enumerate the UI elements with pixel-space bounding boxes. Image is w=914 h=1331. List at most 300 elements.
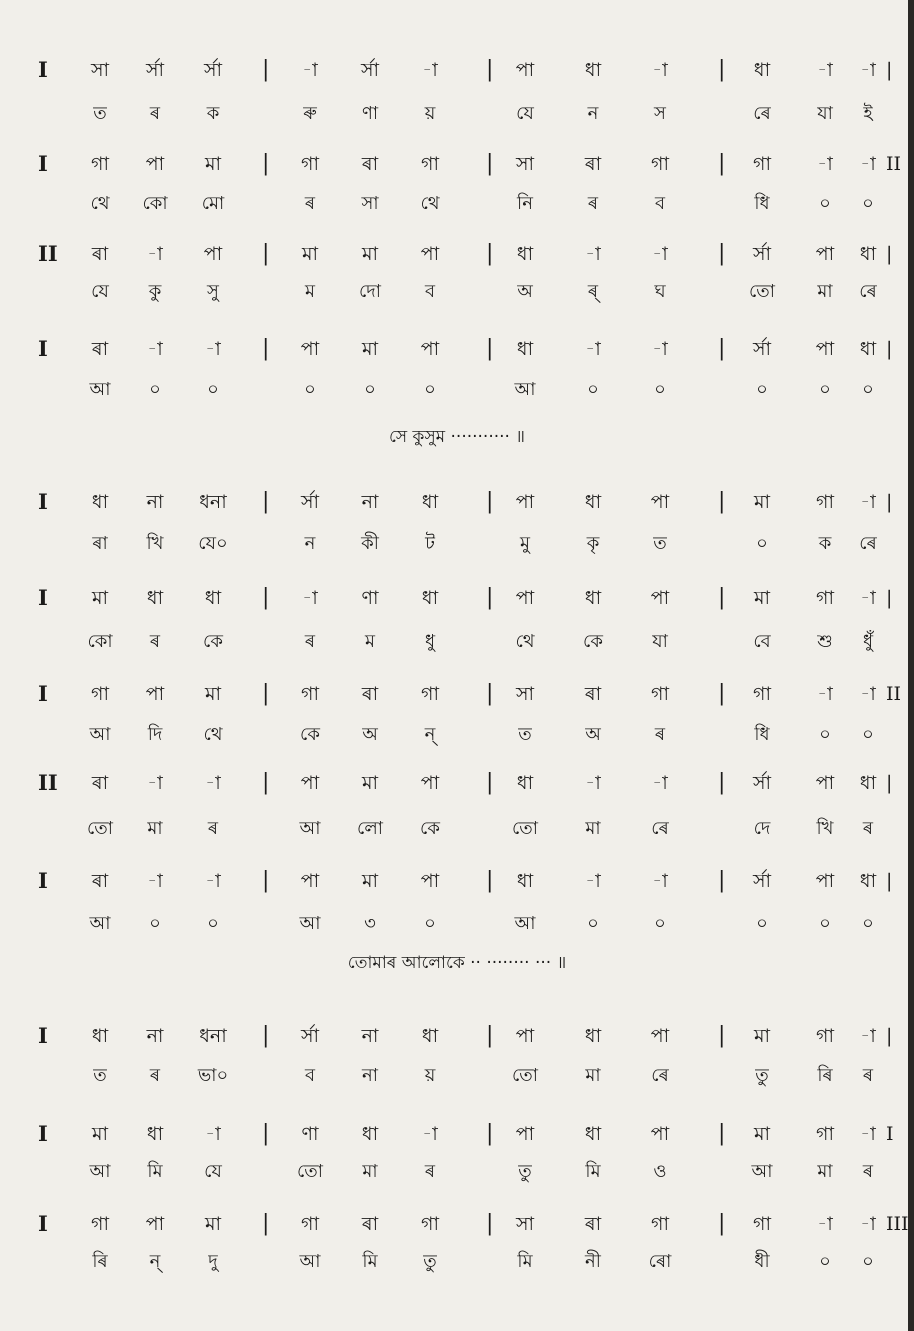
note-cell: পা (145, 1213, 165, 1235)
lyric-cell: ব (304, 1065, 316, 1086)
lyric-row (0, 530, 914, 558)
lyric-row (0, 910, 914, 938)
refrain-line: তোমাৰ আলোকে ·· ········ ··· ॥ (347, 953, 567, 973)
note-cell: গা (816, 1025, 834, 1047)
lyric-cell: ৰা (92, 533, 108, 554)
note-cell: -া (147, 772, 163, 794)
lyric-cell: আ (299, 1251, 321, 1272)
lyric-cell: মি (517, 1251, 533, 1272)
note-cell: পা (203, 243, 223, 265)
lyric-cell: ৰে (753, 103, 771, 124)
lyric-cell: য় (424, 1065, 436, 1086)
lyric-cell: ৰি (817, 1065, 833, 1086)
note-cell: পা (650, 1123, 670, 1145)
lyric-cell: মা (362, 1161, 378, 1182)
note-cell: -া (860, 491, 876, 513)
note-cell: মা (204, 1213, 222, 1235)
lyric-cell: ০ (819, 913, 831, 934)
lyric-cell: ৰে (651, 818, 669, 839)
bar-line: | (262, 770, 270, 795)
lyric-cell: কে (300, 724, 320, 745)
end-barline: | (886, 772, 893, 794)
lyric-cell: ব (654, 193, 666, 214)
bar-line: | (262, 681, 270, 706)
note-cell: -া (652, 243, 668, 265)
lyric-cell: ৰ (304, 631, 316, 652)
bar-line: | (486, 1211, 494, 1236)
note-cell: র্সা (752, 338, 772, 360)
note-cell: পা (420, 870, 440, 892)
note-cell: ৰা (361, 153, 379, 175)
lyric-cell: ০ (207, 913, 219, 934)
section-mark: I (38, 585, 48, 610)
lyric-cell: ত (518, 724, 532, 745)
lyric-cell: বে (753, 631, 771, 652)
lyric-cell: অ (585, 724, 601, 745)
lyric-cell: যা (817, 103, 833, 124)
note-cell: ধা (859, 870, 877, 892)
lyric-cell: ০ (819, 379, 831, 400)
lyric-cell: ধু (424, 631, 436, 652)
lyric-row (0, 1158, 914, 1186)
lyric-cell: যে০ (198, 533, 228, 554)
note-cell: -া (652, 870, 668, 892)
lyric-cell: কে (583, 631, 603, 652)
lyric-row (0, 815, 914, 843)
lyric-cell: ০ (654, 379, 666, 400)
end-barline: | (886, 587, 893, 609)
note-cell: র্সা (360, 59, 380, 81)
lyric-cell: ০ (587, 913, 599, 934)
lyric-cell: লো (357, 818, 383, 839)
lyric-cell: ণা (361, 103, 379, 124)
note-cell: পা (815, 772, 835, 794)
note-cell: র্সা (300, 491, 320, 513)
lyric-cell: ঘ (654, 281, 666, 302)
bar-line: | (718, 585, 726, 610)
lyric-cell: মি (362, 1251, 378, 1272)
section-mark: I (38, 868, 48, 893)
note-cell: ধা (584, 491, 602, 513)
note-cell: ৰা (91, 870, 109, 892)
lyric-cell: যে (91, 281, 109, 302)
note-cell: -া (302, 587, 318, 609)
section-mark: I (38, 489, 48, 514)
lyric-cell: কে (420, 818, 440, 839)
lyric-cell: কু (148, 281, 162, 302)
note-cell: না (361, 1025, 379, 1047)
lyric-cell: ৰ্ (587, 281, 599, 302)
lyric-cell: ত (93, 103, 107, 124)
note-cell: মা (91, 587, 109, 609)
lyric-cell: ৰ (862, 1161, 874, 1182)
note-cell: ৰা (361, 683, 379, 705)
lyric-cell: দু (208, 1251, 218, 1272)
lyric-row (0, 721, 914, 749)
lyric-cell: ধি (754, 193, 770, 214)
note-cell: ৰা (584, 1213, 602, 1235)
note-cell: ৰা (91, 338, 109, 360)
note-cell: -া (860, 1025, 876, 1047)
bar-line: | (718, 681, 726, 706)
note-cell: -া (817, 153, 833, 175)
lyric-cell: মো (201, 193, 225, 214)
note-cell: -া (422, 1123, 438, 1145)
note-cell: -া (817, 59, 833, 81)
notation-row (0, 488, 914, 516)
lyric-row (0, 1062, 914, 1090)
note-cell: গা (753, 1213, 771, 1235)
lyric-cell: ন্ (149, 1251, 161, 1272)
note-cell: ধনা (199, 491, 227, 513)
end-barline: | (886, 870, 893, 892)
note-cell: ধা (516, 243, 534, 265)
lyric-cell: কে (203, 631, 223, 652)
lyric-cell: দি (147, 724, 163, 745)
bar-line: | (486, 770, 494, 795)
note-cell: পা (300, 870, 320, 892)
note-cell: মা (753, 587, 771, 609)
note-cell: -া (860, 1123, 876, 1145)
note-cell: -া (302, 59, 318, 81)
bar-line: | (262, 1211, 270, 1236)
note-cell: -া (652, 59, 668, 81)
end-barline: | (886, 338, 893, 360)
lyric-cell: শু (817, 631, 833, 652)
lyric-cell: কৃ (586, 533, 600, 554)
section-mark: II (38, 770, 58, 795)
lyric-cell: ০ (862, 913, 874, 934)
note-cell: মা (753, 491, 771, 513)
lyric-cell: ৰ (862, 818, 874, 839)
note-cell: মা (204, 683, 222, 705)
bar-line: | (262, 585, 270, 610)
bar-line: | (486, 1023, 494, 1048)
lyric-cell: খি (816, 818, 834, 839)
lyric-cell: দো (359, 281, 381, 302)
lyric-cell: থে (420, 193, 440, 214)
note-cell: -া (585, 870, 601, 892)
bar-line: | (262, 57, 270, 82)
lyric-cell: ৰ (424, 1161, 436, 1182)
lyric-cell: ক (818, 533, 832, 554)
lyric-cell: ৰ (304, 193, 316, 214)
lyric-cell: তু (518, 1161, 532, 1182)
lyric-cell: স (654, 103, 666, 124)
lyric-row (0, 100, 914, 128)
note-cell: -া (585, 338, 601, 360)
note-cell: মা (361, 243, 379, 265)
end-barline: I (886, 1123, 894, 1145)
lyric-cell: কো (142, 193, 168, 214)
note-cell: ৰা (91, 772, 109, 794)
note-cell: গা (421, 153, 439, 175)
end-barline: | (886, 1025, 893, 1047)
lyric-cell: মা (585, 818, 601, 839)
lyric-row (0, 1248, 914, 1276)
lyric-cell: নী (585, 1251, 601, 1272)
bar-line: | (718, 868, 726, 893)
note-cell: পা (515, 1025, 535, 1047)
bar-line: | (718, 57, 726, 82)
note-cell: -া (147, 243, 163, 265)
lyric-cell: আ (89, 1161, 111, 1182)
lyric-row (0, 628, 914, 656)
notation-row (0, 769, 914, 797)
note-cell: মা (361, 772, 379, 794)
lyric-cell: যে (204, 1161, 222, 1182)
end-barline: II (886, 683, 902, 705)
note-cell: মা (753, 1123, 771, 1145)
note-cell: র্সা (145, 59, 165, 81)
note-cell: পা (650, 491, 670, 513)
note-cell: গা (91, 1213, 109, 1235)
note-cell: -া (860, 153, 876, 175)
lyric-cell: ৰু (303, 103, 317, 124)
note-cell: -া (860, 587, 876, 609)
lyric-row (0, 278, 914, 306)
lyric-cell: ০ (424, 379, 436, 400)
lyric-cell: ০ (149, 913, 161, 934)
note-cell: -া (205, 338, 221, 360)
section-mark: I (38, 1023, 48, 1048)
lyric-row (0, 190, 914, 218)
bar-line: | (262, 241, 270, 266)
lyric-cell: ৰ (149, 631, 161, 652)
lyric-cell: নি (517, 193, 533, 214)
lyric-cell: ৰ (862, 1065, 874, 1086)
lyric-cell: কী (361, 533, 379, 554)
note-cell: গা (816, 491, 834, 513)
lyric-cell: ০ (862, 193, 874, 214)
note-cell: র্সা (300, 1025, 320, 1047)
lyric-cell: ০ (756, 379, 768, 400)
note-cell: ধা (361, 1123, 379, 1145)
lyric-cell: সা (361, 193, 379, 214)
bar-line: | (718, 770, 726, 795)
note-cell: ধা (584, 59, 602, 81)
note-cell: -া (147, 870, 163, 892)
note-cell: পা (420, 772, 440, 794)
bar-line: | (718, 489, 726, 514)
note-cell: র্সা (203, 59, 223, 81)
note-cell: পা (300, 772, 320, 794)
lyric-cell: আ (751, 1161, 773, 1182)
bar-line: | (718, 1121, 726, 1146)
lyric-row (0, 376, 914, 404)
note-cell: -া (585, 772, 601, 794)
lyric-cell: ক (206, 103, 220, 124)
lyric-cell: যে (516, 103, 534, 124)
note-cell: ধা (584, 587, 602, 609)
note-cell: -া (205, 1123, 221, 1145)
lyric-cell: ০ (654, 913, 666, 934)
lyric-cell: ন (587, 103, 599, 124)
note-cell: সা (515, 1213, 535, 1235)
lyric-cell: ন্ (424, 724, 436, 745)
bar-line: | (486, 241, 494, 266)
bar-line: | (718, 151, 726, 176)
note-cell: গা (91, 153, 109, 175)
notation-row (0, 1022, 914, 1050)
note-cell: ধা (584, 1123, 602, 1145)
note-cell: পা (815, 338, 835, 360)
note-cell: সা (90, 59, 110, 81)
lyric-cell: ০ (862, 1251, 874, 1272)
note-cell: গা (301, 683, 319, 705)
lyric-cell: ০ (862, 379, 874, 400)
lyric-cell: তো (511, 1065, 539, 1086)
note-cell: ধা (516, 772, 534, 794)
lyric-cell: ৰি (92, 1251, 108, 1272)
note-cell: -া (860, 59, 876, 81)
note-cell: পা (650, 587, 670, 609)
lyric-cell: ধি (754, 724, 770, 745)
note-cell: ধা (146, 587, 164, 609)
lyric-cell: ৰ (149, 103, 161, 124)
note-cell: র্সা (752, 870, 772, 892)
bar-line: | (486, 57, 494, 82)
notation-row (0, 56, 914, 84)
note-cell: সা (515, 683, 535, 705)
note-cell: সা (515, 153, 535, 175)
lyric-cell: ০ (149, 379, 161, 400)
note-cell: ৰা (91, 243, 109, 265)
lyric-cell: খি (146, 533, 164, 554)
lyric-cell: ম (305, 281, 315, 302)
lyric-cell: ধী (754, 1251, 770, 1272)
lyric-cell: অ (517, 281, 533, 302)
lyric-cell: আ (514, 913, 536, 934)
note-cell: ৰা (361, 1213, 379, 1235)
bar-line: | (486, 1121, 494, 1146)
bar-line: | (718, 336, 726, 361)
notation-row (0, 150, 914, 178)
note-cell: ধা (516, 338, 534, 360)
notation-row (0, 335, 914, 363)
note-cell: -া (652, 772, 668, 794)
notation-row (0, 1210, 914, 1238)
lyric-cell: ম (365, 631, 375, 652)
note-cell: পা (815, 870, 835, 892)
lyric-cell: ট (425, 533, 435, 554)
note-cell: -া (147, 338, 163, 360)
lyric-cell: আ (299, 818, 321, 839)
bar-line: | (486, 336, 494, 361)
notation-row (0, 1120, 914, 1148)
note-cell: ধা (859, 338, 877, 360)
lyric-cell: ০ (819, 1251, 831, 1272)
note-cell: না (146, 491, 164, 513)
note-cell: গা (753, 683, 771, 705)
section-mark: I (38, 1121, 48, 1146)
note-cell: -া (652, 338, 668, 360)
note-cell: ধা (91, 491, 109, 513)
note-cell: মা (361, 870, 379, 892)
note-cell: গা (651, 153, 669, 175)
lyric-cell: ত (93, 1065, 107, 1086)
lyric-cell: মা (585, 1065, 601, 1086)
note-cell: র্সা (752, 772, 772, 794)
end-barline: II (886, 153, 902, 175)
lyric-cell: তো (296, 1161, 324, 1182)
note-cell: ধা (421, 1025, 439, 1047)
lyric-cell: ৰ (654, 724, 666, 745)
note-cell: ৰা (584, 683, 602, 705)
lyric-cell: তো (748, 281, 776, 302)
lyric-cell: দে (753, 818, 771, 839)
bar-line: | (486, 489, 494, 514)
lyric-cell: মা (817, 281, 833, 302)
note-cell: গা (301, 1213, 319, 1235)
lyric-cell: ৰে (859, 533, 877, 554)
lyric-cell: না (362, 1065, 378, 1086)
lyric-cell: মু (520, 533, 530, 554)
refrain-line: সে কুসুম ··········· ॥ (389, 427, 525, 447)
end-barline: III (886, 1213, 909, 1235)
note-cell: গা (651, 1213, 669, 1235)
note-cell: -া (860, 683, 876, 705)
bar-line: | (718, 1211, 726, 1236)
note-cell: ধা (146, 1123, 164, 1145)
lyric-cell: আ (89, 913, 111, 934)
note-cell: গা (421, 1213, 439, 1235)
lyric-cell: য় (424, 103, 436, 124)
lyric-cell: ব (424, 281, 436, 302)
lyric-cell: আ (299, 913, 321, 934)
lyric-cell: ৩ (364, 913, 376, 934)
note-cell: গা (753, 153, 771, 175)
note-cell: পা (145, 683, 165, 705)
note-cell: ধা (421, 491, 439, 513)
lyric-cell: ত (653, 533, 667, 554)
note-cell: ণা (361, 587, 379, 609)
note-cell: মা (753, 1025, 771, 1047)
lyric-cell: তো (86, 818, 114, 839)
note-cell: পা (145, 153, 165, 175)
lyric-cell: ০ (819, 724, 831, 745)
note-cell: মা (91, 1123, 109, 1145)
lyric-cell: তো (511, 818, 539, 839)
lyric-cell: ধুঁ (862, 631, 874, 652)
note-cell: -া (205, 772, 221, 794)
note-cell: মা (301, 243, 319, 265)
lyric-cell: ও (653, 1161, 667, 1182)
note-cell: গা (421, 683, 439, 705)
note-cell: ধনা (199, 1025, 227, 1047)
lyric-cell: ভা০ (197, 1065, 229, 1086)
lyric-cell: ০ (862, 724, 874, 745)
bar-line: | (262, 489, 270, 514)
bar-line: | (486, 681, 494, 706)
lyric-cell: থে (90, 193, 110, 214)
section-mark: I (38, 1211, 48, 1236)
lyric-cell: ০ (819, 193, 831, 214)
note-cell: মা (361, 338, 379, 360)
lyric-cell: যা (652, 631, 668, 652)
note-cell: পা (420, 338, 440, 360)
bar-line: | (486, 151, 494, 176)
bar-line: | (262, 336, 270, 361)
lyric-cell: সু (207, 281, 219, 302)
lyric-cell: অ (362, 724, 378, 745)
lyric-cell: থে (515, 631, 535, 652)
notation-row (0, 240, 914, 268)
note-cell: পা (300, 338, 320, 360)
bar-line: | (262, 1121, 270, 1146)
lyric-cell: মা (817, 1161, 833, 1182)
bar-line: | (718, 241, 726, 266)
